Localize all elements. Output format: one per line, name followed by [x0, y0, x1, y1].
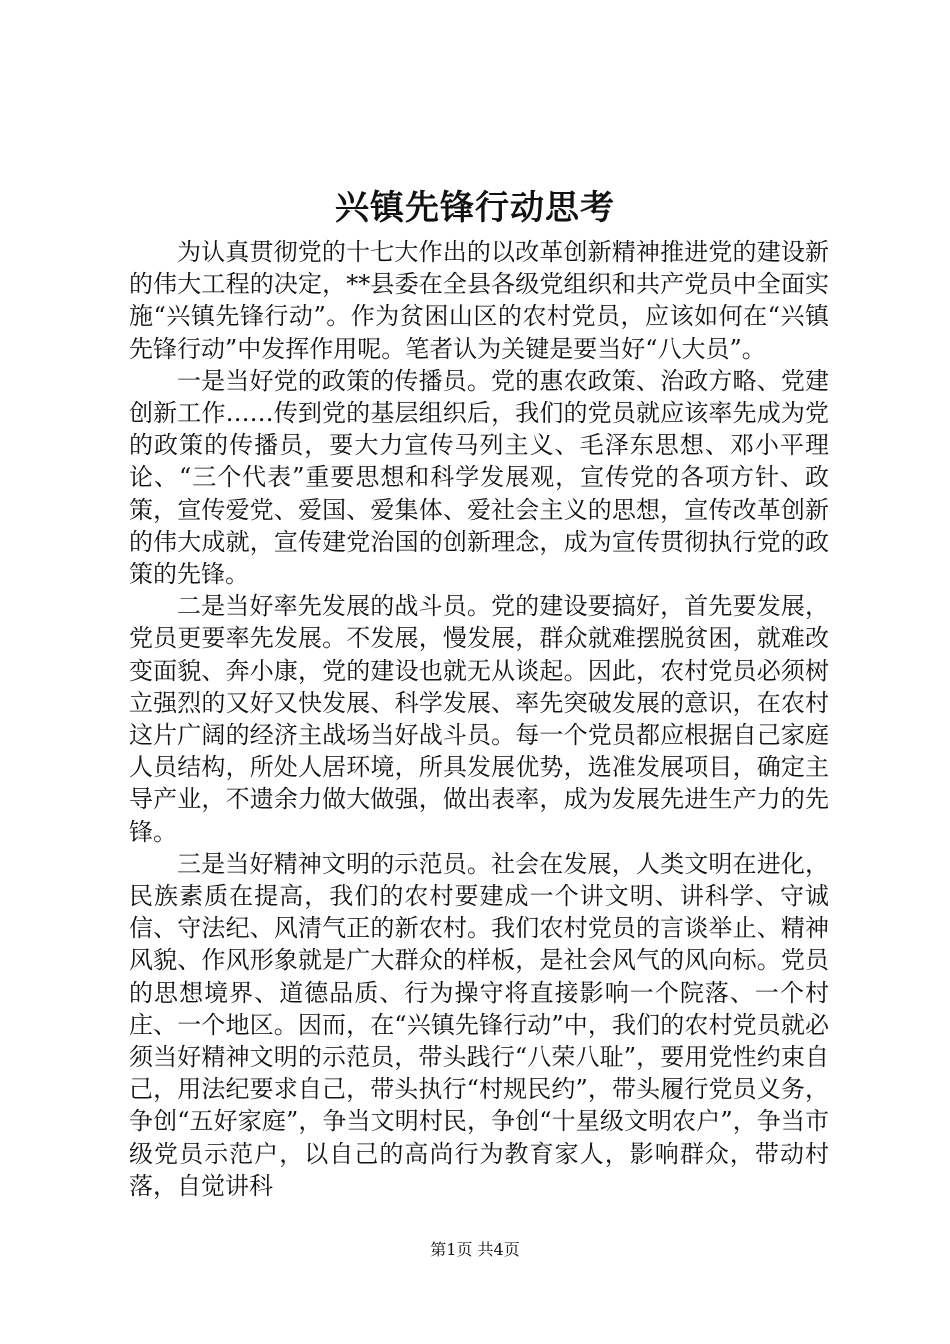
- paragraph-1: 一是当好党的政策的传播员。党的惠农政策、治政方略、党建创新工作……传到党的基层组织后，我们的党员就应该率先成为党的政策的传播员，要大力宣传马列主义、毛泽东思想、邓小平理论、“三个代表”重要思想和科学发展观，宣传党的各项方针、政策，宣传爱党、爱国、爱集体、爱社会主义的思想，宣传改革创新的伟大成就，宣传建党治国的创新理念，成为宣传贯彻执行党的政策的先锋。: [129, 366, 829, 589]
- paragraph-3: 三是当好精神文明的示范员。社会在发展，人类文明在进化，民族素质在提高，我们的农村要建成一个讲文明、讲科学、守诚信、守法纪、风清气正的新农村。我们农村党员的言谈举止、精神风貌、作风形象就是广大群众的样板，是社会风气的风向标。党员的思想境界、道德品质、行为操守将直接影响一个院落、一个村庄、一个地区。因而，在“兴镇先锋行动”中，我们的农村党员就必须当好精神文明的示范员，带头践行“八荣八耻”，要用党性约束自己，用法纪要求自己，带头执行“村规民约”，带头履行党员义务，争创“五好家庭”，争当文明村民，争创“十星级文明农户”，争当市级党员示范户，以自己的高尚行为教育家人，影响群众，带动村落，自觉讲科: [129, 849, 829, 1200]
- document-title: 兴镇先锋行动思考: [335, 188, 615, 228]
- page-footer: 第1页 共4页: [430, 1240, 520, 1259]
- paragraph-2: 二是当好率先发展的战斗员。党的建设要搞好，首先要发展，党员更要率先发展。不发展，慢发展，群众就难摆脱贫困，就难改变面貌、奔小康，党的建设也就无从谈起。因此，农村党员必须树立强烈的又好又快发展、科学发展、率先突破发展的意识，在农村这片广阔的经济主战场当好战斗员。每一个党员都应根据自己家庭人员结构，所处人居环境，所具发展优势，选准发展项目，确定主导产业，不遗余力做大做强，做出表率，成为发展先进生产力的先锋。: [129, 592, 829, 846]
- document-body: [129, 236, 829, 1202]
- paragraph-intro: 为认真贯彻党的十七大作出的以改革创新精神推进党的建设新的伟大工程的决定，**县委在全县各级党组织和共产党员中全面实施“兴镇先锋行动”。作为贫困山区的农村党员，应该如何在“兴镇先锋行动”中发挥作用呢。笔者认为关键是要当好“八大员”。: [129, 238, 829, 363]
